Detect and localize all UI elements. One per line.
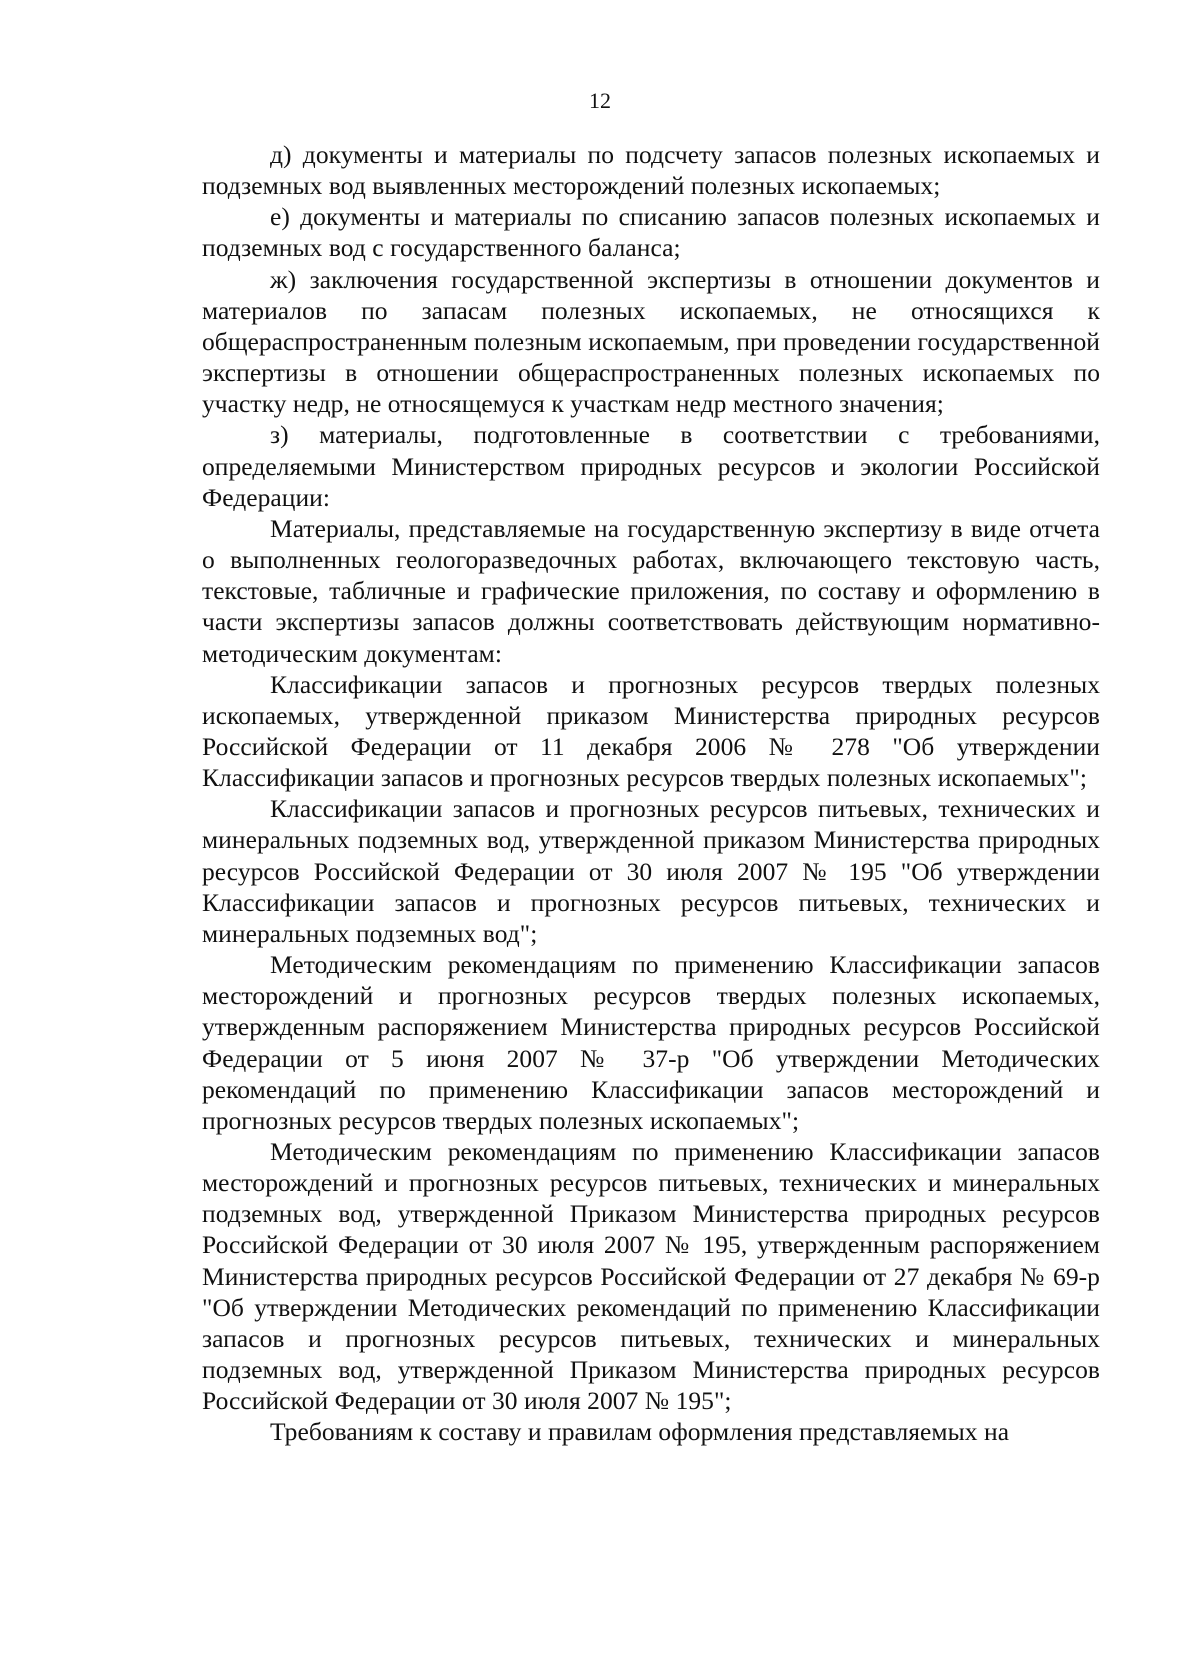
paragraph-requirements-composition: Требованиям к составу и правилам оформления представляемых на <box>270 1417 1010 1447</box>
paragraph-groundwater-recommendations: Методическим рекомендациям по применению Классификации запасов месторождений и прогнозных ресурсов питьевых, технических и минеральных подземных вод, утвержденной Приказом Министерства природных ресурсов Российской Федерации от 30 июля 2007 № 195, утвержденным распоряжением Министерства природных ресурсов Российской Федерации от 27 декабря № 69-р "Об утверждении Методических рекомендаций по применению Классификации запасов и прогнозных ресурсов питьевых, технических и минеральных подземных вод, утвержденной Приказом Министерства природных ресурсов Российской Федерации от 30 июля 2007 № 195"; <box>202 1137 1100 1416</box>
paragraph-solid-minerals-classification: Классификации запасов и прогнозных ресурсов твердых полезных ископаемых, утвержденной приказом Министерства природных ресурсов Российской Федерации от 11 декабря 2006 № 278 "Об утверждении Классификации запасов и прогнозных ресурсов твердых полезных ископаемых"; <box>202 669 1100 793</box>
document-body <box>202 139 1100 1448</box>
page-number: 12 <box>589 88 611 113</box>
paragraph-zh-expertise-conclusions: ж) заключения государственной экспертизы в отношении документов и материалов по запасам полезных ископаемых, не относящихся к общераспространенным полезным ископаемым, при проведении государственной экспертизы в отношении общераспространенных полезных ископаемых по участку недр, не относящемуся к участкам недр местного значения; <box>202 264 1100 419</box>
paragraph-solid-minerals-recommendations: Методическим рекомендациям по применению Классификации запасов месторождений и прогнозных ресурсов твердых полезных ископаемых, утвержденным распоряжением Министерства природных ресурсов Российской Федерации от 5 июня 2007 № 37-р "Об утверждении Методических рекомендаций по применению Классификации запасов месторождений и прогнозных ресурсов твердых полезных ископаемых"; <box>202 950 1100 1135</box>
paragraph-d-reserves-calculation: д) документы и материалы по подсчету запасов полезных ископаемых и подземных вод выявленных месторождений полезных ископаемых; <box>202 140 1100 201</box>
paragraph-groundwater-classification: Классификации запасов и прогнозных ресурсов питьевых, технических и минеральных подземных вод, утвержденной приказом Министерства природных ресурсов Российской Федерации от 30 июля 2007 № 195 "Об утверждении Классификации запасов и прогнозных ресурсов питьевых, технических и минеральных подземных вод"; <box>202 794 1100 948</box>
paragraph-z-prepared-materials: з) материалы, подготовленные в соответствии с требованиями, определяемыми Министерством природных ресурсов и экологии Российской Федерации: <box>202 420 1100 512</box>
paragraph-e-reserves-write-off: е) документы и материалы по списанию запасов полезных ископаемых и подземных вод с государственного баланса; <box>202 202 1100 263</box>
paragraph-report-materials: Материалы, представляемые на государственную экспертизу в виде отчета о выполненных геологоразведочных работах, включающего текстовую часть, текстовые, табличные и графические приложения, по составу и оформлению в части экспертизы запасов должны соответствовать действующим нормативно-методическим документам: <box>202 513 1100 668</box>
